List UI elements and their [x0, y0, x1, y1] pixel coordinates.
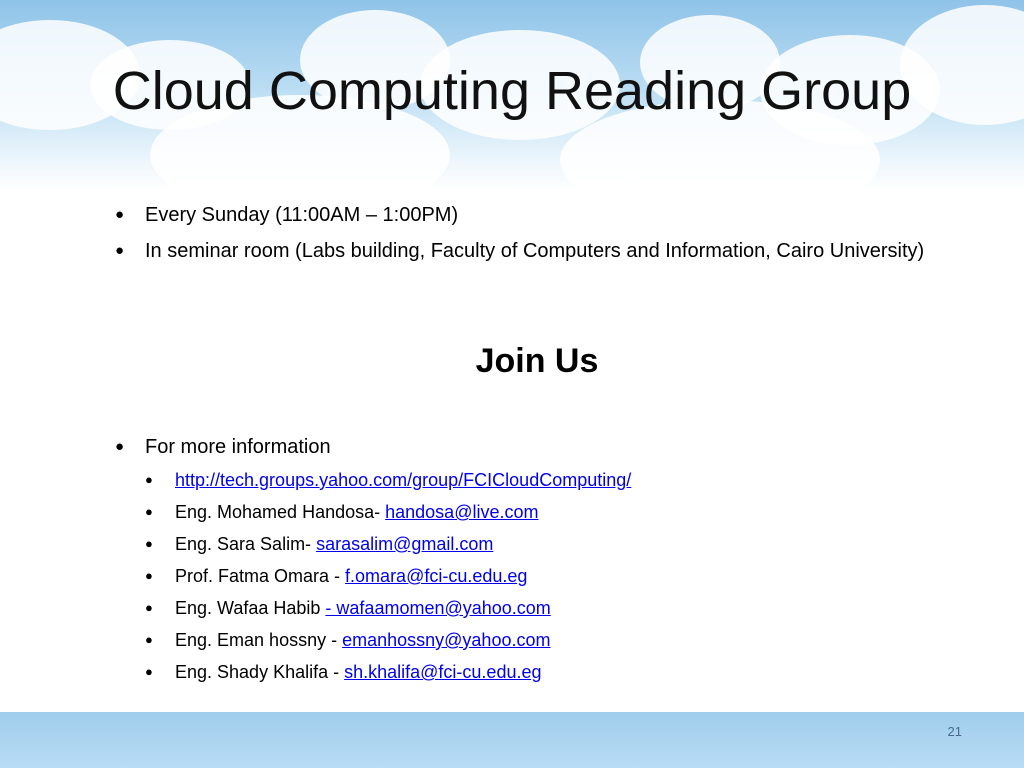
schedule-item: ● Every Sunday (11:00AM – 1:00PM) — [115, 200, 945, 230]
email-link[interactable]: sarasalim@gmail.com — [316, 534, 494, 554]
more-info-item — [115, 432, 945, 686]
contact-prefix: Eng. Mohamed Handosa- — [175, 502, 386, 522]
join-heading: Join Us — [475, 342, 599, 380]
info-list — [115, 432, 945, 692]
contact-prefix: Eng. Sara Salim- — [175, 534, 317, 554]
slide-title: Cloud Computing Reading Group — [112, 61, 912, 121]
contact-item — [145, 530, 945, 558]
email-link[interactable]: f.omara@fci-cu.edu.eg — [345, 566, 528, 586]
contact-prefix: Eng. Eman hossny - — [175, 630, 343, 650]
contact-list — [145, 466, 945, 686]
group-link[interactable]: http://tech.groups.yahoo.com/group/FCICloudComputing/ — [175, 470, 632, 490]
email-link[interactable]: handosa@live.com — [385, 502, 539, 522]
contact-item — [145, 562, 945, 590]
contact-item — [145, 466, 945, 494]
schedule-item: ● In seminar room (Labs building, Faculty of Computers and Information, Cairo University) — [115, 236, 945, 266]
contact-prefix: Eng. Wafaa Habib — [175, 598, 326, 618]
contact-item — [145, 626, 945, 654]
footer-band — [0, 712, 1024, 768]
schedule-list — [115, 200, 945, 272]
contact-prefix: Prof. Fatma Omara - — [175, 566, 346, 586]
contact-item — [145, 658, 945, 686]
more-info-label: For more information — [145, 436, 331, 458]
page-number: 21 — [947, 724, 962, 739]
contact-item — [145, 594, 945, 622]
email-link[interactable]: - wafaamomen@yahoo.com — [325, 598, 551, 618]
email-link[interactable]: sh.khalifa@fci-cu.edu.eg — [344, 662, 542, 682]
email-link[interactable]: emanhossny@yahoo.com — [342, 630, 551, 650]
contact-item — [145, 498, 945, 526]
contact-prefix: Eng. Shady Khalifa - — [175, 662, 345, 682]
